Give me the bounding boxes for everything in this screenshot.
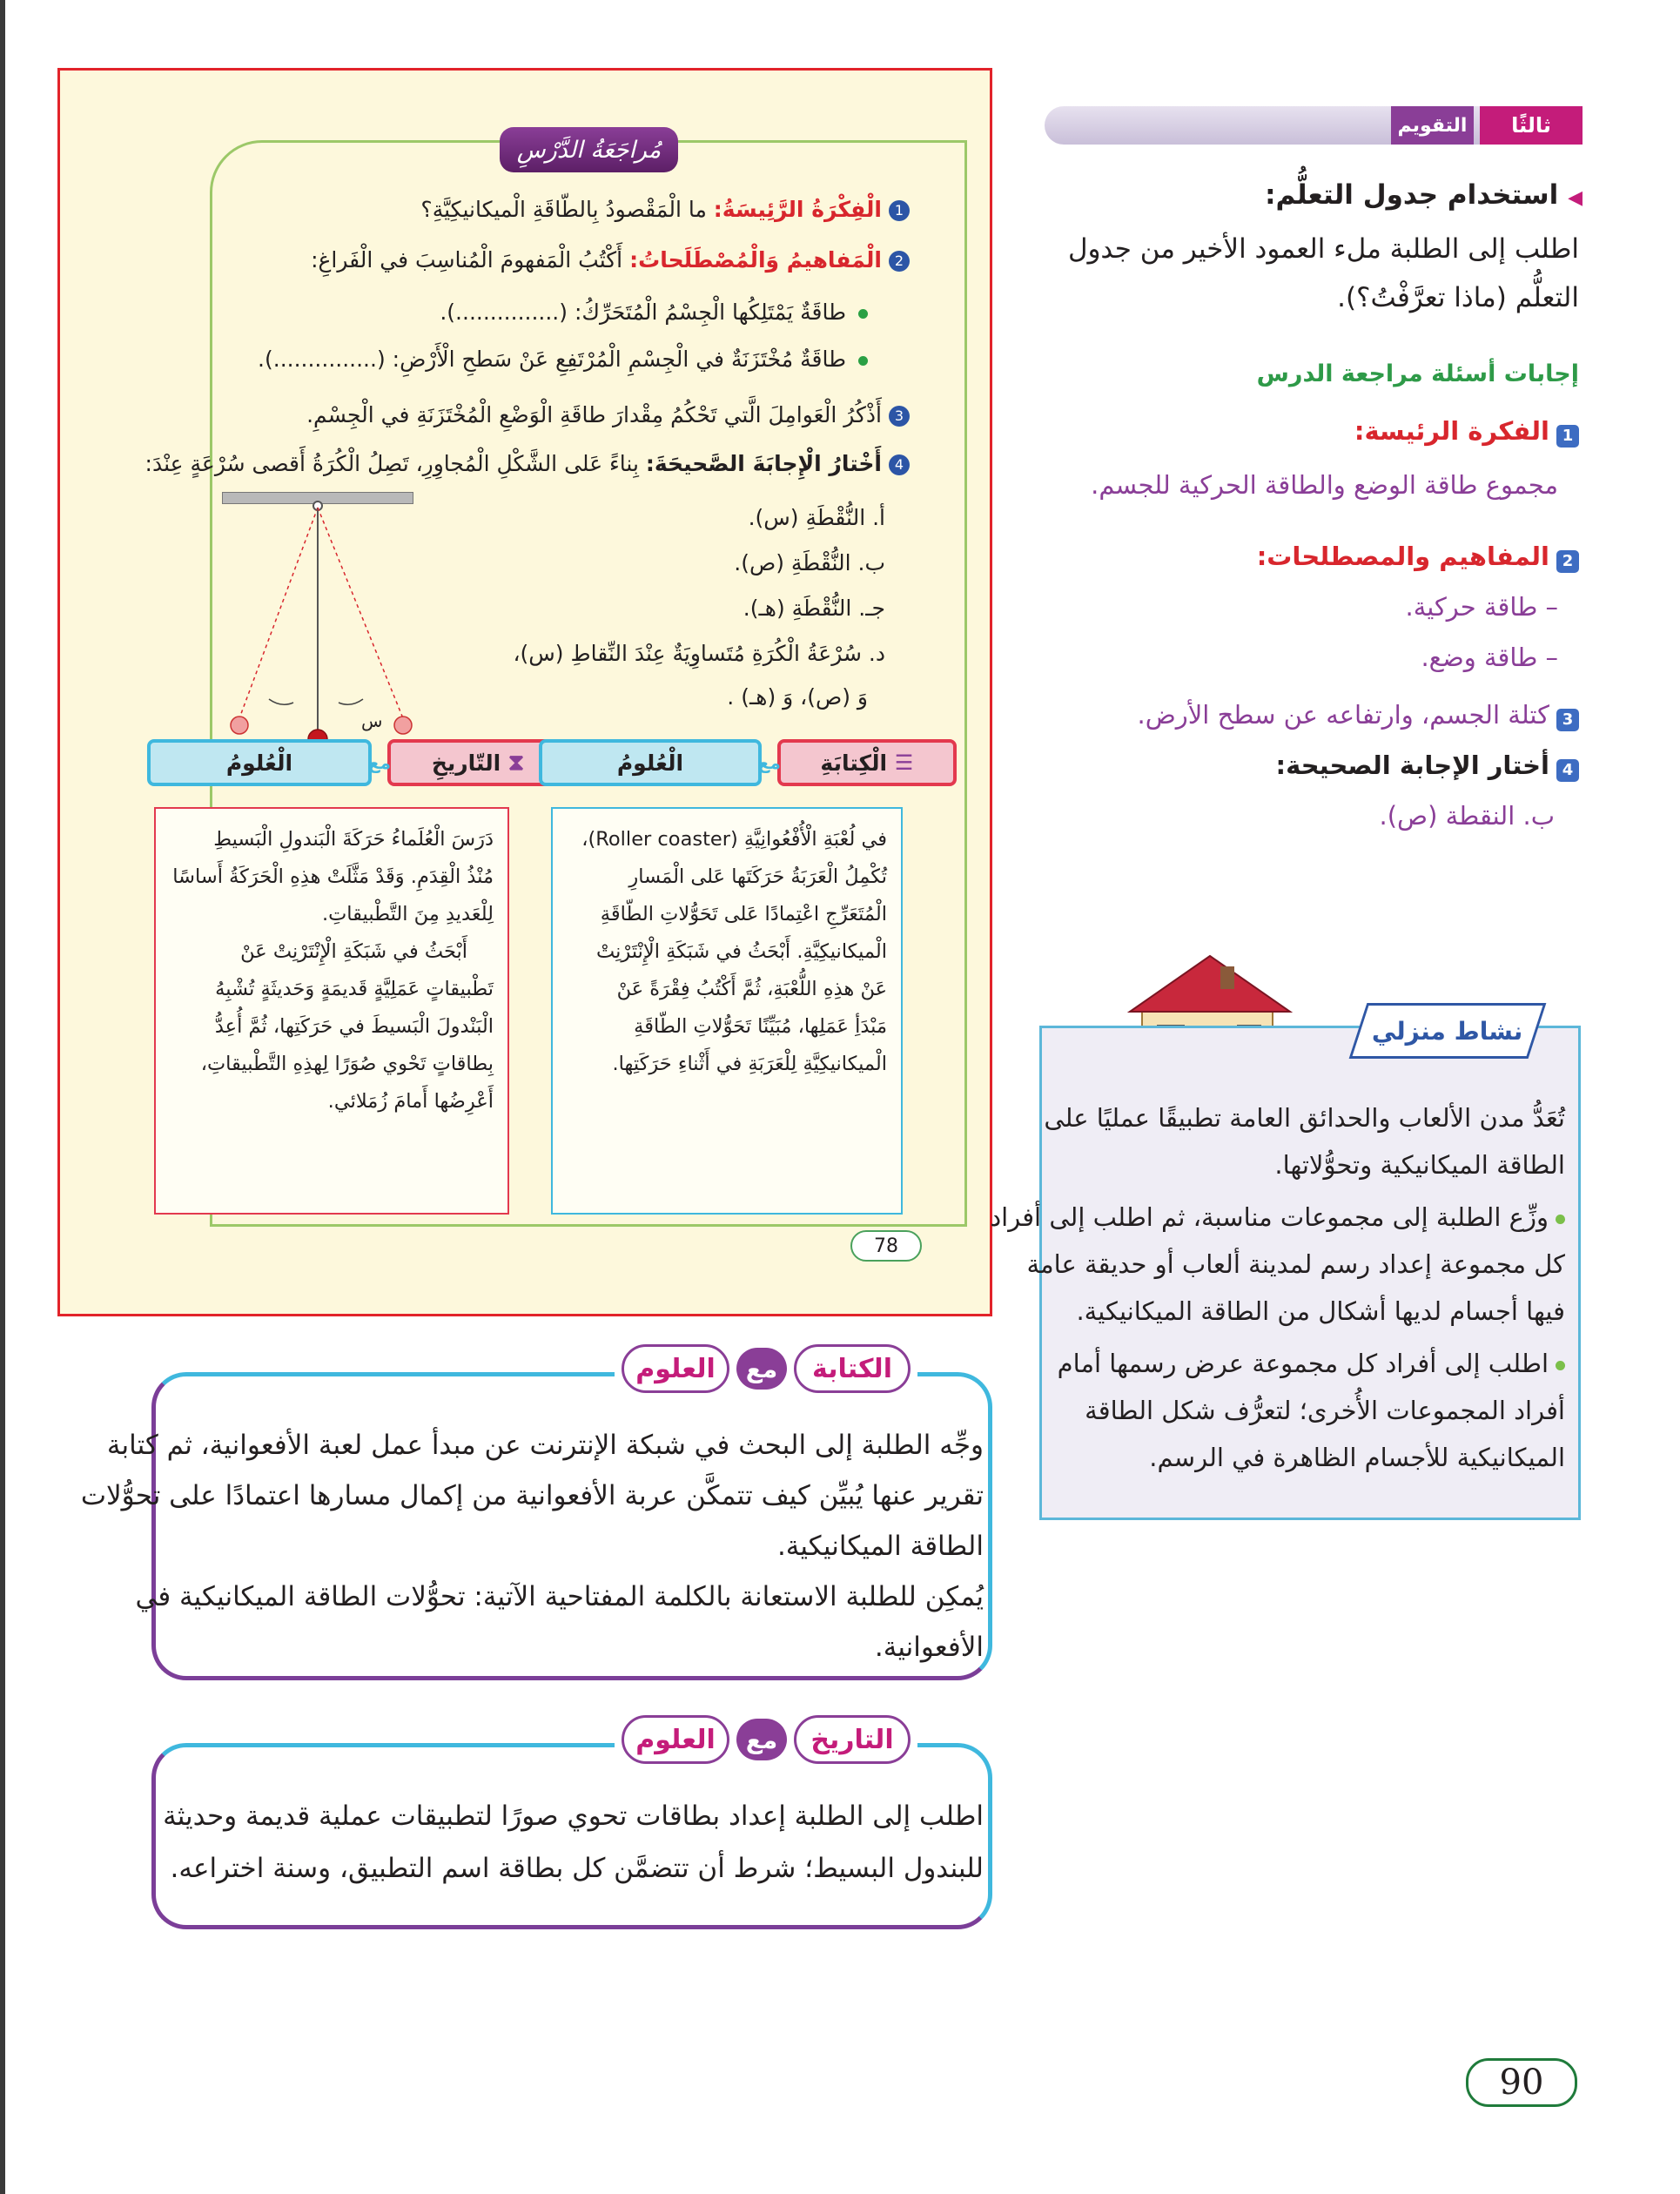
history-instruction-line: للبندول البسيط؛ شرط أن تتضمَّن كل بطاقة اسم التطبيق، وسنة اختراعه. — [170, 1853, 984, 1884]
question-number: 3 — [889, 406, 910, 427]
ribbon-history-label: التّاريخِ — [431, 750, 501, 776]
history-box-line: أَعْرِضُها أَمامَ زُمَلائي. — [327, 1090, 494, 1113]
writing-instruction-line: وجِّه الطلبة إلى البحث في شبكة الإنترنت عن مبدأ عمل لعبة الأفعوانية، ثم كتابة — [106, 1430, 984, 1461]
bullet-text: كل مجموعة إعداد رسم لمدينة ألعاب أو حديقة عامة — [1026, 1249, 1565, 1279]
writing-box-line: تُكْمِلُ الْعَرَبَةُ حَرَكَتَها عَلى الْمَسارِ — [628, 865, 887, 888]
ribbon-science-label: الْعُلومُ — [539, 739, 762, 786]
ribbon-writing-label: الْكِتابَةِ — [820, 750, 888, 776]
history-box-line: لِلْعَديدِ مِنَ التَّطْبيقاتِ. — [321, 903, 494, 925]
answer-option-b: ب. النُّقْطَةِ (ص). — [734, 550, 885, 575]
answer-2-item: – طاقة وضع. — [1421, 643, 1558, 672]
answer-4-text: ب. النقطة (ص). — [1379, 801, 1555, 831]
writing-instruction-line: يُمكِن للطلبة الاستعانة بالكلمة المفتاحية الآتية: تحوُّلات الطاقة الميكانيكية في — [135, 1581, 984, 1612]
answer-3 — [1137, 700, 1579, 731]
history-box-line: تَطْبيقاتٍ عَمَلِيَّةٍ قَديمَةٍ وَحَديثَةٍ تُشْبِهُ — [215, 978, 494, 1000]
history-box-line: بِطاقاتٍ تَحْوي صُوَرًا لِهذِهِ التَّطْبيقاتِ، — [200, 1053, 494, 1075]
answer-1-text: مجموع طاقة الوضع والطاقة الحركية للجسم. — [1091, 470, 1558, 500]
answers-title: إجابات أسئلة مراجعة الدرس — [1256, 360, 1579, 387]
writing-box-line: الْميكانيكِيَّةِ. أَبْحَثُ في شَبَكَةِ الْإِنْتَرْنِتْ — [596, 940, 887, 963]
history-box — [154, 807, 509, 1215]
answer-head: الفكرة الرئيسة: — [1354, 416, 1549, 446]
arrow-bullet-icon: ◀ — [1568, 187, 1583, 209]
bullet-dot — [1556, 1215, 1565, 1224]
question-label: الْمَفاهيمُ وَالْمُصْطَلَحاتُ: — [629, 247, 882, 273]
answer-option-d: د. سُرْعَةُ الْكُرَةِ مُتَساوِيَةٌ عِنْدَ النِّقاطِ (س)، — [513, 641, 885, 666]
pill-science: العلوم — [622, 1715, 729, 1764]
ribbon-science-label: الْعُلومُ — [147, 739, 372, 786]
history-box-line: الْبَنْدولَ الْبَسيطَ في حَرَكَتِها، ثُمَّ أُعِدُّ — [214, 1015, 494, 1038]
answer-2-heading — [1257, 542, 1579, 573]
bullet-text: وزِّع الطلبة إلى مجموعات مناسبة، ثم اطلب إلى أفراد — [990, 1202, 1549, 1232]
answer-number: 3 — [1556, 709, 1579, 731]
writing-box-line: الْميكانيكِيَّةِ لِلْعَرَبَةِ في أَثْناءِ حَرَكَتِها. — [612, 1053, 887, 1075]
question-1 — [420, 192, 910, 227]
bullet-text: طاقَةٌ يَمْتَلِكُها الْجِسْمُ الْمُتَحَرِّكُ: (...............). — [440, 299, 846, 325]
history-box-line: مُنْذُ الْقِدَمِ. وَقَدْ مَثَّلَتْ هذِهِ الْحَرَكَةُ أَساسًا — [172, 865, 494, 888]
ribbon-science-history — [144, 736, 568, 790]
bullet-text: اطلب إلى أفراد كل مجموعة عرض رسمها أمام — [1057, 1349, 1549, 1378]
home-activity-bullet — [990, 1195, 1565, 1240]
answer-head: المفاهيم والمصطلحات: — [1256, 542, 1549, 571]
home-activity-intro: تُعَدُّ مدن الألعاب والحدائق العامة تطبيقًا عمليًا على — [1044, 1103, 1565, 1133]
question-number: 4 — [889, 454, 910, 475]
writing-box — [551, 807, 903, 1215]
point-label-s: س — [361, 710, 383, 731]
pill-history: التاريخ — [794, 1715, 911, 1764]
history-instruction-line: اطلب إلى الطلبة إعداد بطاقات تحوي صورًا لتطبيقات عملية قديمة وحديثة — [163, 1800, 984, 1832]
question-text: بِناءً عَلى الشَّكْلِ الْمُجاوِرِ، تَصِلُ الْكُرَةُ أَقصى سُرْعَةٍ عِنْدَ: — [144, 451, 639, 476]
bullet-dot — [858, 309, 868, 319]
section-title: التقويم — [1391, 106, 1474, 145]
question-label: أَخْتارُ الْإِجابَةَ الصَّحيحَةَ: — [645, 451, 882, 476]
learn-table-line: التعلُّم (ماذا تعرَّفْتُ؟). — [1337, 282, 1579, 313]
bullet-dot — [1556, 1361, 1565, 1370]
pill-with: مع — [736, 1348, 787, 1390]
section-number: ثالثًا — [1480, 106, 1583, 145]
answer-head: أختار الإجابة الصحيحة: — [1275, 750, 1549, 780]
lesson-review-tab: مُراجَعَةُ الدَّرْسِ — [500, 127, 678, 172]
question-number: 2 — [889, 251, 910, 272]
question-2 — [311, 243, 910, 278]
writing-instruction-line: تقرير عنها يُبيِّن كيف تتمكَّن عربة الأفعوانية من إكمال مسارها اعتمادًا على تحوُّلات — [80, 1480, 984, 1511]
question-number: 1 — [889, 200, 910, 221]
question-text: أَذْكُرُ الْعَوامِلَ الَّتي تَحْكُمُ مِقْدارَ طاقَةِ الْوَضْعِ الْمُخْتَزَنَةِ في الْجِسْمِ. — [306, 402, 882, 427]
pill-with: مع — [736, 1719, 787, 1760]
history-box-line: دَرَسَ الْعُلَماءُ حَرَكَةَ الْبَندولِ الْبَسيطِ — [213, 828, 494, 851]
home-activity-intro: الطاقة الميكانيكية وتحوُّلاتها. — [1274, 1150, 1565, 1180]
page-number: 90 — [1466, 2058, 1577, 2107]
learn-table-heading — [1265, 171, 1583, 223]
book-icon: ☰ — [894, 750, 914, 775]
learn-table-line: اطلب إلى الطلبة ملء العمود الأخير من جدول — [1067, 233, 1579, 265]
answer-3-text: كتلة الجسم، وارتفاعه عن سطح الأرض. — [1137, 700, 1549, 730]
science-writing-header — [615, 1344, 917, 1393]
page-edge-line — [0, 0, 5, 2194]
question-text: أَكْتُبُ الْمَفهومَ الْمُناسِبَ في الْفَراغِ: — [311, 247, 623, 273]
inner-page-number: 78 — [850, 1230, 922, 1262]
heading-text: استخدام جدول التعلُّم: — [1265, 179, 1559, 211]
answer-2-item: – طاقة حركية. — [1405, 592, 1558, 622]
question-text: ما الْمَقْصودُ بِالطّاقَةِ الْميكانيكِيَّةِ؟ — [420, 197, 707, 222]
writing-box-line: الْمُتَعَرِّجِ اعْتِمادًا عَلى تَحَوُّلاتِ الطّاقَةِ — [600, 903, 887, 925]
history-box-line: أَبْحَثُ في شَبَكَةِ الْإِنْتَرْنِتْ عَنْ — [240, 940, 467, 963]
home-activity-title — [1349, 1003, 1547, 1059]
answer-option-a: أ. النُّقْطَةِ (س). — [748, 505, 885, 530]
answer-option-d-cont: وَ (ص)، وَ (هـ) . — [727, 684, 868, 710]
answer-number: 4 — [1556, 759, 1579, 782]
question-label: الْفِكْرَةُ الرَّئِيسَةُ: — [713, 197, 882, 222]
question-2-bullet — [258, 342, 868, 377]
answer-1-heading — [1354, 416, 1579, 448]
ribbon-with-label: مع — [757, 752, 781, 773]
question-3 — [306, 398, 910, 433]
pill-science: العلوم — [622, 1344, 729, 1393]
answer-option-c: جـ. النُّقْطَةِ (هـ). — [743, 596, 885, 621]
answer-number: 1 — [1556, 425, 1579, 448]
bullet-text: الميكانيكية للأجسام الظاهرة في الرسم. — [1149, 1443, 1565, 1472]
science-history-header — [615, 1715, 917, 1764]
bullet-text: طاقَةٌ مُخْتَزَنَةٌ في الْجِسْمِ الْمُرْتَفِعِ عَنْ سَطحِ الْأَرْضِ: (...............). — [258, 347, 846, 372]
bullet-text: فيها أجسام لديها أشكال من الطاقة الميكانيكية. — [1076, 1296, 1565, 1326]
bullet-dot — [858, 356, 868, 366]
writing-instruction-line: الأفعوانية. — [874, 1632, 984, 1663]
question-2-bullet — [440, 295, 868, 330]
writing-instruction-line: الطاقة الميكانيكية. — [776, 1531, 984, 1562]
question-4 — [145, 447, 910, 481]
home-activity-title-text: نشاط منزلي — [1372, 1016, 1523, 1046]
writing-box-line: مَبْدَأِ عَمَلِها، مُبَيِّنًا تَحَوُّلاتِ الطّاقَةِ — [634, 1015, 887, 1038]
writing-box-line: في لُعْبَةِ الْأُفْعُوانِيَّةِ (Roller coaster)، — [581, 828, 887, 851]
pendulum-diagram — [165, 497, 478, 750]
bullet-text: أفراد المجموعات الأُخرى؛ لتعرُّف شكل الطاقة — [1085, 1396, 1565, 1425]
textbook-page-78 — [57, 68, 992, 1316]
pill-writing: الكتابة — [794, 1344, 911, 1393]
ribbon-writing-part — [777, 739, 957, 786]
hourglass-icon: ⧗ — [507, 749, 525, 776]
ribbon-science-writing — [539, 736, 957, 790]
ribbon-with-label: مع — [367, 752, 392, 773]
home-activity-bullet — [1058, 1341, 1565, 1386]
writing-box-line: عَنْ هذِهِ اللُّعْبَةِ، ثُمَّ أَكْتُبُ فِقْرَةً عَنْ — [616, 978, 887, 1000]
answer-4-heading — [1276, 750, 1579, 782]
answer-number: 2 — [1556, 550, 1579, 573]
